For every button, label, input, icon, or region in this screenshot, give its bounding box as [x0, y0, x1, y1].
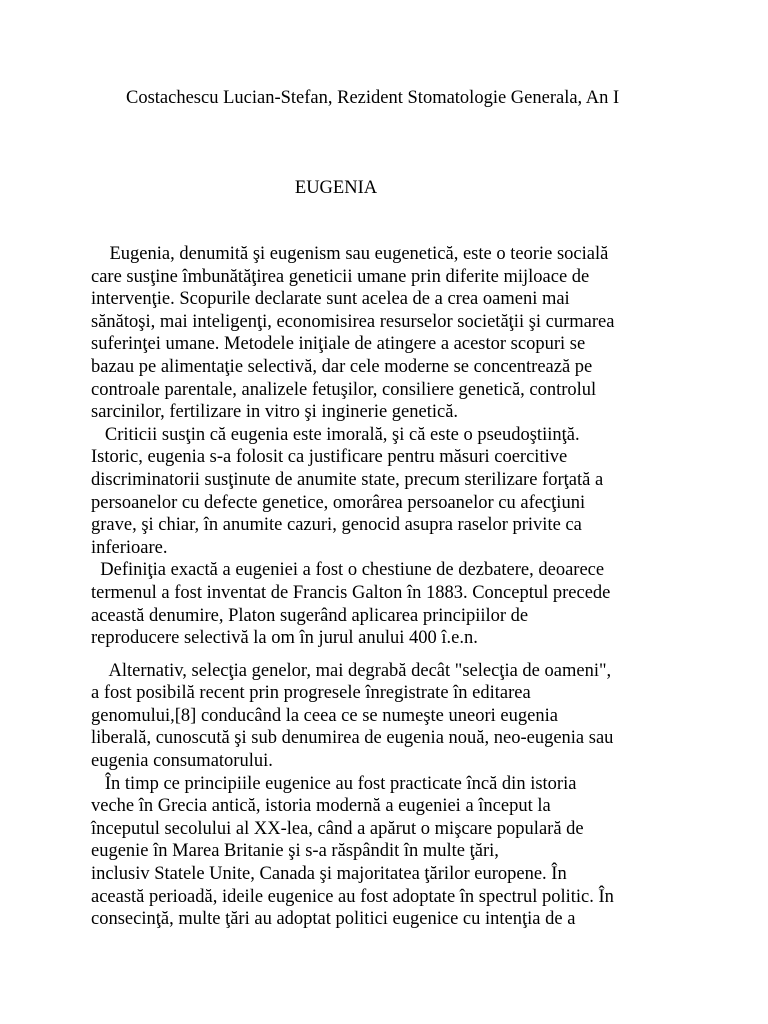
text-line: Definiţia exactă a eugeniei a fost o chestiune de dezbatere, deoarece [91, 560, 605, 581]
text-line: Alternativ, selecţia genelor, mai degrabă decât "selecţia de oameni", [91, 660, 612, 681]
text-line: În timp ce principiile eugenice au fost practicate încă din istoria [91, 773, 577, 794]
text-line: a fost posibilă recent prin progresele înregistrate în editarea [91, 683, 531, 704]
text-line: controale parentale, analizele fetuşilor, consiliere genetică, controlul [91, 379, 597, 400]
document-title [0, 177, 672, 199]
text-line: eugenia consumatorului. [91, 751, 273, 772]
text-line: această denumire, Platon sugerând aplicarea principiilor de [91, 605, 529, 626]
text-line: grave, şi chiar, în anumite cazuri, genocid asupra raselor privite ca [91, 515, 582, 536]
text-line: intervenţie. Scopurile declarate sunt acelea de a crea oameni mai [91, 289, 570, 310]
text-line: inferioare. [91, 537, 168, 558]
text-line: eugenie în Marea Britanie şi s-a răspândit în multe ţări, [91, 841, 499, 862]
document-body [91, 243, 691, 931]
text-line: discriminatorii susţinute de anumite state, precum sterilizare forţată a [91, 469, 604, 490]
text-line: bazau pe alimentaţie selectivă, dar cele moderne se concentrează pe [91, 356, 593, 377]
paragraph-5 [91, 773, 691, 931]
text-line: această perioadă, ideile eugenice au fost adoptate în spectrul politic. În [91, 886, 614, 907]
text-line: reproducere selectivă la om în jurul anului 400 î.e.n. [91, 628, 478, 649]
text-line: care susţine îmbunătăţirea geneticii umane prin diferite mijloace de [91, 266, 590, 287]
text-line: inclusiv Statele Unite, Canada şi majoritatea ţărilor europene. În [91, 864, 567, 885]
text-line: sarcinilor, fertilizare in vitro şi inginerie genetică. [91, 402, 459, 423]
author-line: Costachescu Lucian-Stefan, Rezident Stomatologie Generala, An I [126, 88, 620, 108]
text-line: Istoric, eugenia s-a folosit ca justificare pentru măsuri coercitive [91, 447, 568, 468]
text-line: consecinţă, multe ţări au adoptat politici eugenice cu intenţia de a [91, 909, 576, 930]
text-line: persoanelor cu defecte genetice, omorârea persoanelor cu afecţiuni [91, 492, 586, 513]
paragraph-2 [91, 424, 691, 560]
text-line: sănătoşi, mai inteligenţi, economisirea resurselor societăţii şi curmarea [91, 311, 615, 332]
text-line: suferinţei umane. Metodele iniţiale de atingere a acestor scopuri se [91, 334, 586, 355]
text-line: Eugenia, denumită şi eugenism sau eugenetică, este o teorie socială [91, 244, 609, 264]
paragraph-gap [91, 650, 691, 660]
paragraph-1 [91, 243, 691, 424]
text-line: Criticii susţin că eugenia este imorală, şi că este o pseudoştiinţă. [91, 424, 580, 445]
document-title-text: EUGENIA [294, 178, 378, 198]
text-line: termenul a fost inventat de Francis Galton în 1883. Conceptul precede [91, 582, 611, 603]
text-line: liberală, cunoscută şi sub denumirea de eugenia nouă, neo-eugenia sau [91, 728, 614, 749]
text-line: veche în Grecia antică, istoria modernă a eugeniei a început la [91, 796, 551, 817]
text-line: începutul secolului al XX-lea, când a apărut o mişcare populară de [91, 818, 584, 839]
paragraph-3 [91, 559, 691, 649]
text-line: genomului,[8] conducând la ceea ce se numeşte uneori eugenia [91, 705, 558, 726]
paragraph-4 [91, 660, 691, 773]
